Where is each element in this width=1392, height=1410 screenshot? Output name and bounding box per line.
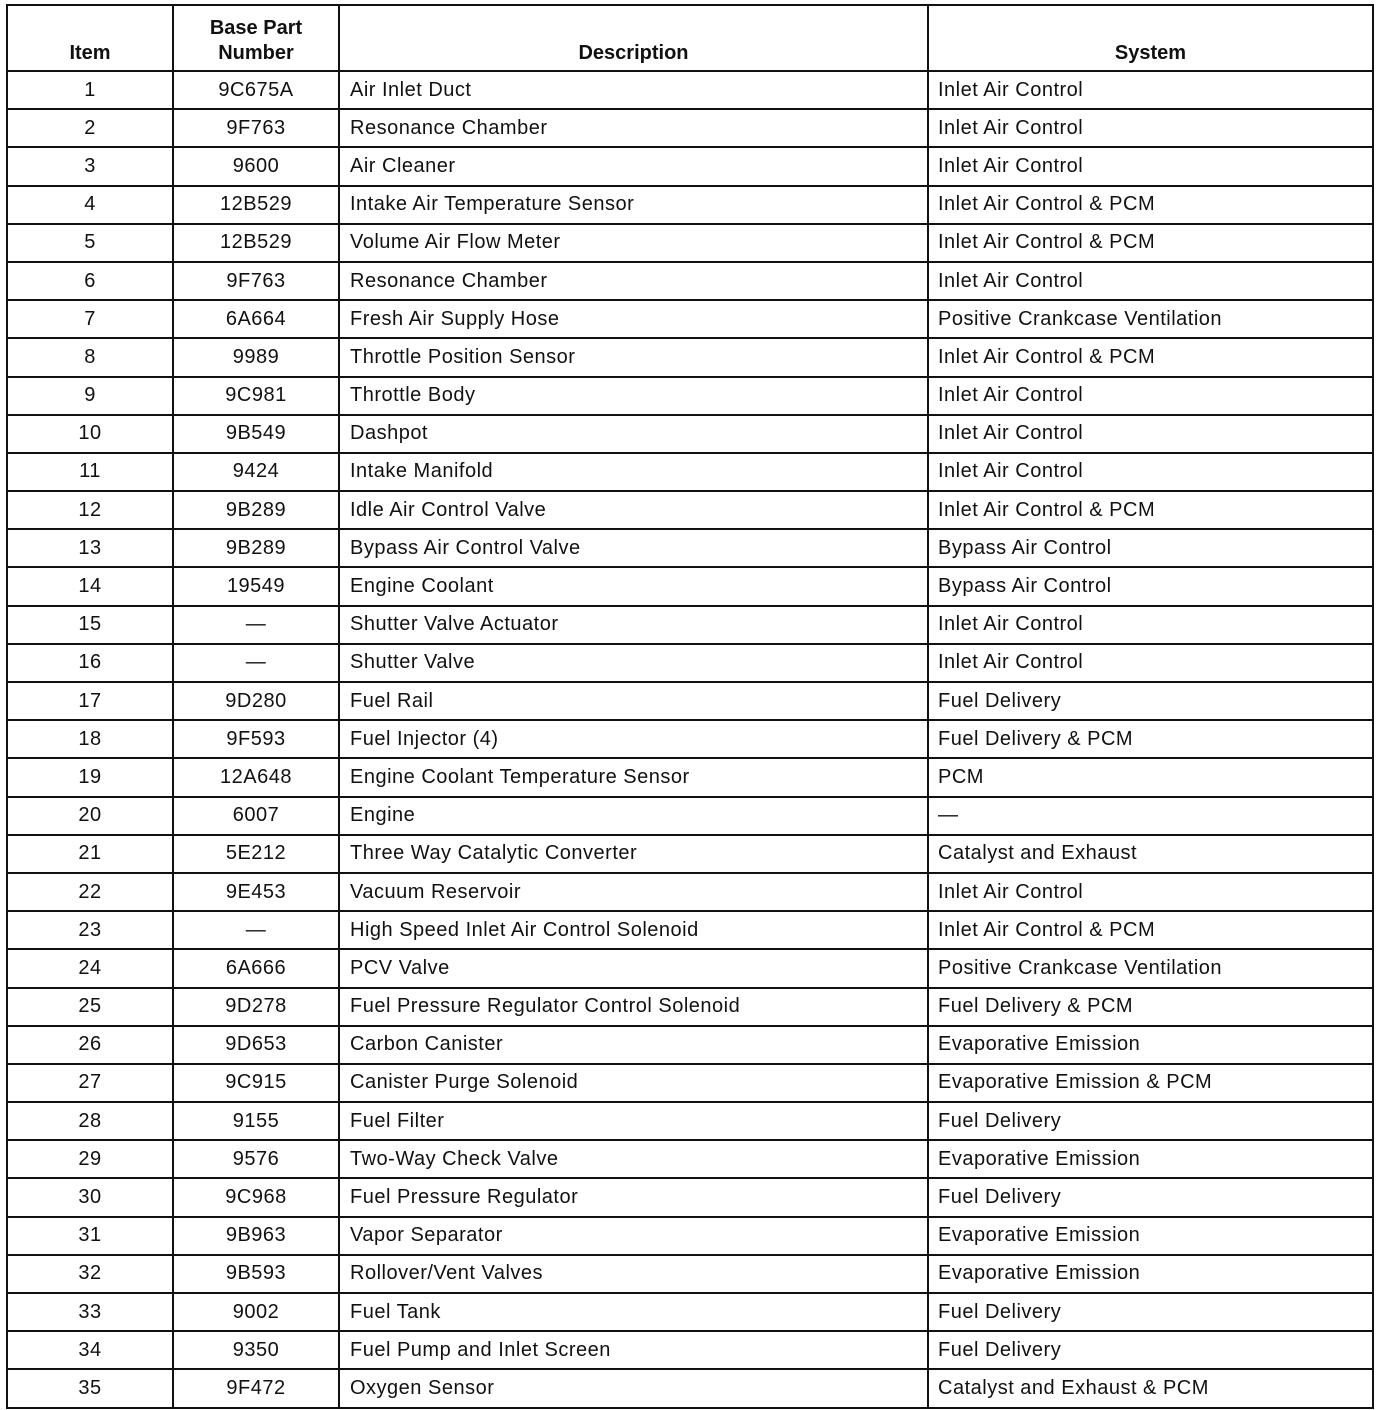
item-number-cell: 7 xyxy=(7,300,173,338)
description-cell: Fuel Filter xyxy=(339,1102,928,1140)
item-number-cell: 31 xyxy=(7,1217,173,1255)
system-cell: Inlet Air Control xyxy=(928,873,1373,911)
item-number-cell: 23 xyxy=(7,911,173,949)
system-cell: Inlet Air Control xyxy=(928,644,1373,682)
item-number-cell: 5 xyxy=(7,224,173,262)
table-row xyxy=(7,300,1373,338)
description-cell: Canister Purge Solenoid xyxy=(339,1064,928,1102)
table-row xyxy=(7,1102,1373,1140)
description-cell: Bypass Air Control Valve xyxy=(339,529,928,567)
item-number-cell: 18 xyxy=(7,720,173,758)
base-part-number-cell: 9576 xyxy=(173,1140,339,1178)
system-cell: Catalyst and Exhaust xyxy=(928,835,1373,873)
item-number-cell: 22 xyxy=(7,873,173,911)
item-number-cell: 16 xyxy=(7,644,173,682)
description-cell: Volume Air Flow Meter xyxy=(339,224,928,262)
system-cell: Inlet Air Control xyxy=(928,377,1373,415)
description-cell: Dashpot xyxy=(339,415,928,453)
description-cell: Three Way Catalytic Converter xyxy=(339,835,928,873)
system-cell: Evaporative Emission xyxy=(928,1217,1373,1255)
base-part-number-cell: 9D280 xyxy=(173,682,339,720)
table-row xyxy=(7,491,1373,529)
item-number-cell: 15 xyxy=(7,606,173,644)
header-base-part-line2: Number xyxy=(218,42,294,64)
base-part-number-cell: 9989 xyxy=(173,338,339,376)
item-number-cell: 13 xyxy=(7,529,173,567)
system-cell: Fuel Delivery xyxy=(928,1102,1373,1140)
base-part-number-cell: 12B529 xyxy=(173,186,339,224)
base-part-number-cell: 9B593 xyxy=(173,1255,339,1293)
base-part-number-cell: 9F763 xyxy=(173,262,339,300)
base-part-number-cell: 9E453 xyxy=(173,873,339,911)
item-number-cell: 2 xyxy=(7,109,173,147)
system-cell: Fuel Delivery & PCM xyxy=(928,988,1373,1026)
table-row xyxy=(7,797,1373,835)
table-row xyxy=(7,758,1373,796)
description-cell: Fuel Rail xyxy=(339,682,928,720)
table-row xyxy=(7,1064,1373,1102)
table-row xyxy=(7,453,1373,491)
base-part-number-cell: 9C915 xyxy=(173,1064,339,1102)
table-row xyxy=(7,682,1373,720)
item-number-cell: 19 xyxy=(7,758,173,796)
system-cell: Fuel Delivery xyxy=(928,1178,1373,1216)
system-cell: Inlet Air Control xyxy=(928,71,1373,109)
base-part-number-cell: 12A648 xyxy=(173,758,339,796)
table-row xyxy=(7,224,1373,262)
header-base-part-line1: Base Part xyxy=(209,17,303,39)
description-cell: Carbon Canister xyxy=(339,1026,928,1064)
description-cell: PCV Valve xyxy=(339,949,928,987)
description-cell: Intake Manifold xyxy=(339,453,928,491)
base-part-number-cell: 9B289 xyxy=(173,491,339,529)
base-part-number-cell: 9F763 xyxy=(173,109,339,147)
table-row xyxy=(7,873,1373,911)
base-part-number-cell: — xyxy=(173,644,339,682)
base-part-number-cell: 9C968 xyxy=(173,1178,339,1216)
table-header xyxy=(7,5,1373,71)
table-row xyxy=(7,835,1373,873)
item-number-cell: 12 xyxy=(7,491,173,529)
system-cell: Positive Crankcase Ventilation xyxy=(928,300,1373,338)
table-row xyxy=(7,186,1373,224)
description-cell: Fuel Pump and Inlet Screen xyxy=(339,1331,928,1369)
table-row xyxy=(7,911,1373,949)
header-row xyxy=(7,5,1373,71)
table-row xyxy=(7,567,1373,605)
item-number-cell: 34 xyxy=(7,1331,173,1369)
item-number-cell: 29 xyxy=(7,1140,173,1178)
item-number-cell: 21 xyxy=(7,835,173,873)
table-row xyxy=(7,147,1373,185)
table-row xyxy=(7,606,1373,644)
item-number-cell: 6 xyxy=(7,262,173,300)
item-number-cell: 14 xyxy=(7,567,173,605)
system-cell: Catalyst and Exhaust & PCM xyxy=(928,1369,1373,1407)
base-part-number-cell: 9600 xyxy=(173,147,339,185)
table-row xyxy=(7,1178,1373,1216)
system-cell: Inlet Air Control & PCM xyxy=(928,911,1373,949)
base-part-number-cell: 9002 xyxy=(173,1293,339,1331)
description-cell: Intake Air Temperature Sensor xyxy=(339,186,928,224)
item-number-cell: 9 xyxy=(7,377,173,415)
base-part-number-cell: 9B289 xyxy=(173,529,339,567)
item-number-cell: 3 xyxy=(7,147,173,185)
description-cell: Throttle Body xyxy=(339,377,928,415)
base-part-number-cell: 9155 xyxy=(173,1102,339,1140)
parts-table xyxy=(6,4,1374,1409)
header-base-part-number xyxy=(173,5,339,71)
base-part-number-cell: 9D653 xyxy=(173,1026,339,1064)
base-part-number-cell: 9D278 xyxy=(173,988,339,1026)
description-cell: Fuel Injector (4) xyxy=(339,720,928,758)
base-part-number-cell: 9350 xyxy=(173,1331,339,1369)
item-number-cell: 4 xyxy=(7,186,173,224)
table-row xyxy=(7,1331,1373,1369)
description-cell: Engine Coolant xyxy=(339,567,928,605)
item-number-cell: 1 xyxy=(7,71,173,109)
description-cell: Fresh Air Supply Hose xyxy=(339,300,928,338)
description-cell: Vacuum Reservoir xyxy=(339,873,928,911)
base-part-number-cell: 9C981 xyxy=(173,377,339,415)
description-cell: Resonance Chamber xyxy=(339,109,928,147)
item-number-cell: 8 xyxy=(7,338,173,376)
table-row xyxy=(7,262,1373,300)
description-cell: Idle Air Control Valve xyxy=(339,491,928,529)
table-row xyxy=(7,1293,1373,1331)
system-cell: Inlet Air Control xyxy=(928,262,1373,300)
item-number-cell: 28 xyxy=(7,1102,173,1140)
base-part-number-cell: — xyxy=(173,606,339,644)
description-cell: Fuel Pressure Regulator xyxy=(339,1178,928,1216)
table-row xyxy=(7,988,1373,1026)
description-cell: Resonance Chamber xyxy=(339,262,928,300)
base-part-number-cell: 9B549 xyxy=(173,415,339,453)
system-cell: Bypass Air Control xyxy=(928,567,1373,605)
system-cell: Inlet Air Control xyxy=(928,415,1373,453)
base-part-number-cell: 19549 xyxy=(173,567,339,605)
table-row xyxy=(7,949,1373,987)
description-cell: Shutter Valve xyxy=(339,644,928,682)
table-row xyxy=(7,1217,1373,1255)
item-number-cell: 30 xyxy=(7,1178,173,1216)
description-cell: Vapor Separator xyxy=(339,1217,928,1255)
base-part-number-cell: 6007 xyxy=(173,797,339,835)
base-part-number-cell: — xyxy=(173,911,339,949)
system-cell: Evaporative Emission & PCM xyxy=(928,1064,1373,1102)
base-part-number-cell: 5E212 xyxy=(173,835,339,873)
system-cell: Bypass Air Control xyxy=(928,529,1373,567)
item-number-cell: 24 xyxy=(7,949,173,987)
system-cell: Fuel Delivery & PCM xyxy=(928,720,1373,758)
item-number-cell: 10 xyxy=(7,415,173,453)
item-number-cell: 26 xyxy=(7,1026,173,1064)
item-number-cell: 20 xyxy=(7,797,173,835)
item-number-cell: 11 xyxy=(7,453,173,491)
table-row xyxy=(7,415,1373,453)
description-cell: Air Inlet Duct xyxy=(339,71,928,109)
table-row xyxy=(7,1369,1373,1407)
item-number-cell: 35 xyxy=(7,1369,173,1407)
description-cell: Fuel Tank xyxy=(339,1293,928,1331)
system-cell: Inlet Air Control xyxy=(928,453,1373,491)
base-part-number-cell: 6A666 xyxy=(173,949,339,987)
description-cell: Engine Coolant Temperature Sensor xyxy=(339,758,928,796)
system-cell: Fuel Delivery xyxy=(928,682,1373,720)
system-cell: Inlet Air Control xyxy=(928,109,1373,147)
item-number-cell: 32 xyxy=(7,1255,173,1293)
system-cell: Fuel Delivery xyxy=(928,1293,1373,1331)
system-cell: Evaporative Emission xyxy=(928,1026,1373,1064)
table-row xyxy=(7,338,1373,376)
description-cell: High Speed Inlet Air Control Solenoid xyxy=(339,911,928,949)
table-row xyxy=(7,71,1373,109)
system-cell: Inlet Air Control xyxy=(928,606,1373,644)
table-row xyxy=(7,1026,1373,1064)
description-cell: Oxygen Sensor xyxy=(339,1369,928,1407)
description-cell: Rollover/Vent Valves xyxy=(339,1255,928,1293)
header-system: System xyxy=(928,5,1373,71)
base-part-number-cell: 9C675A xyxy=(173,71,339,109)
item-number-cell: 33 xyxy=(7,1293,173,1331)
table-row xyxy=(7,1140,1373,1178)
system-cell: Inlet Air Control & PCM xyxy=(928,186,1373,224)
system-cell: Fuel Delivery xyxy=(928,1331,1373,1369)
system-cell: Positive Crankcase Ventilation xyxy=(928,949,1373,987)
base-part-number-cell: 9F472 xyxy=(173,1369,339,1407)
item-number-cell: 17 xyxy=(7,682,173,720)
table-body xyxy=(7,71,1373,1408)
table-row xyxy=(7,1255,1373,1293)
system-cell: Evaporative Emission xyxy=(928,1255,1373,1293)
description-cell: Engine xyxy=(339,797,928,835)
header-item: Item xyxy=(7,5,173,71)
table-row xyxy=(7,109,1373,147)
header-description: Description xyxy=(339,5,928,71)
base-part-number-cell: 9F593 xyxy=(173,720,339,758)
item-number-cell: 27 xyxy=(7,1064,173,1102)
item-number-cell: 25 xyxy=(7,988,173,1026)
base-part-number-cell: 9424 xyxy=(173,453,339,491)
description-cell: Shutter Valve Actuator xyxy=(339,606,928,644)
system-cell: Inlet Air Control xyxy=(928,147,1373,185)
table-row xyxy=(7,529,1373,567)
description-cell: Air Cleaner xyxy=(339,147,928,185)
table-row xyxy=(7,377,1373,415)
description-cell: Two-Way Check Valve xyxy=(339,1140,928,1178)
system-cell: Inlet Air Control & PCM xyxy=(928,224,1373,262)
base-part-number-cell: 9B963 xyxy=(173,1217,339,1255)
table-row xyxy=(7,720,1373,758)
system-cell: — xyxy=(928,797,1373,835)
system-cell: PCM xyxy=(928,758,1373,796)
description-cell: Fuel Pressure Regulator Control Solenoid xyxy=(339,988,928,1026)
system-cell: Inlet Air Control & PCM xyxy=(928,338,1373,376)
system-cell: Evaporative Emission xyxy=(928,1140,1373,1178)
base-part-number-cell: 12B529 xyxy=(173,224,339,262)
system-cell: Inlet Air Control & PCM xyxy=(928,491,1373,529)
description-cell: Throttle Position Sensor xyxy=(339,338,928,376)
base-part-number-cell: 6A664 xyxy=(173,300,339,338)
table-row xyxy=(7,644,1373,682)
